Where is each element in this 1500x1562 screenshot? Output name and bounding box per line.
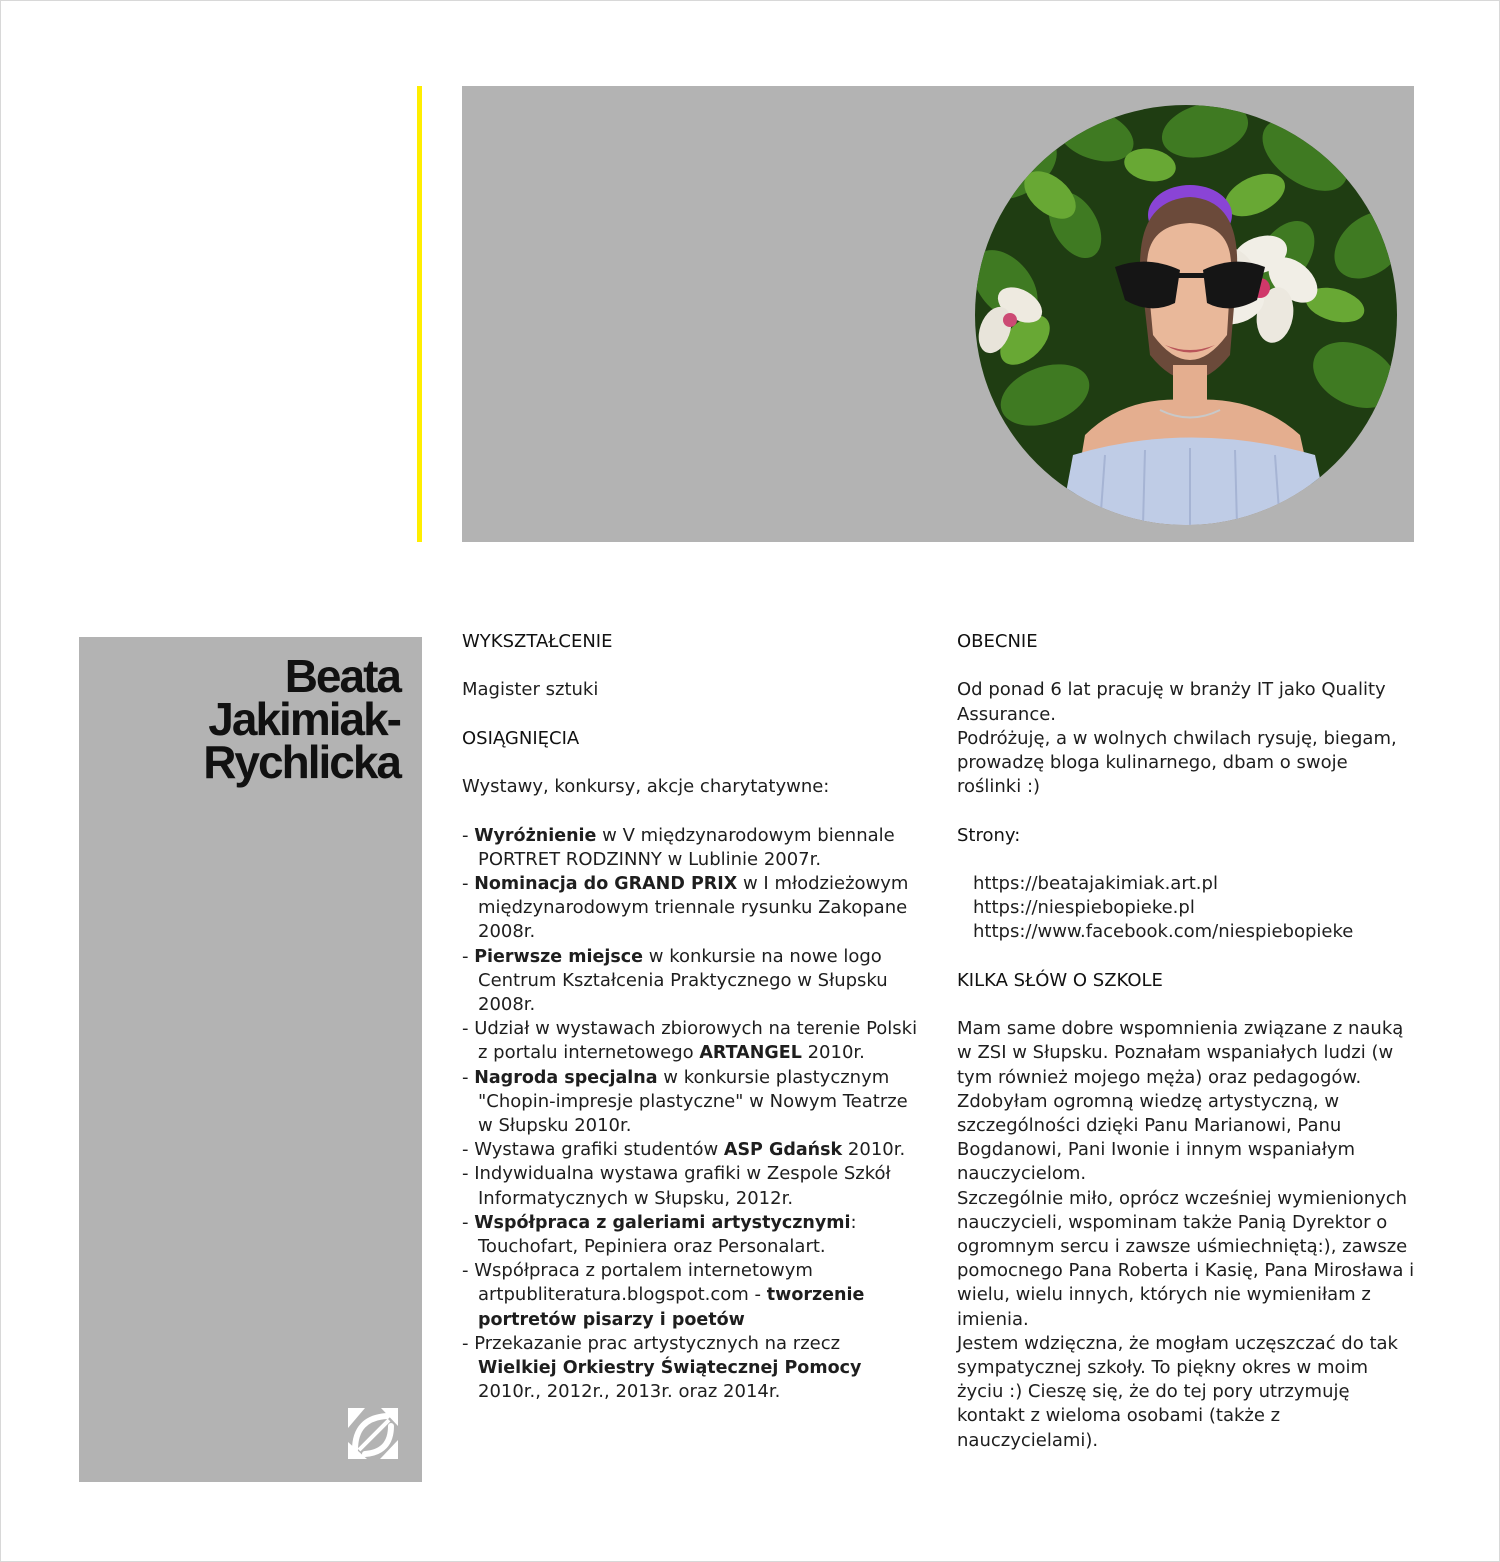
achievement-item: - Nominacja do GRAND PRIX w I młodzieżowym międzynarodowym triennale rysunku Zakopane 2008r. [462, 872, 909, 943]
accent-bar [417, 86, 422, 542]
portrait-illustration [975, 105, 1397, 525]
sidebar-panel [79, 637, 422, 1482]
school-heading: KILKA SŁÓW O SZKOLE [957, 969, 1163, 991]
left-column [462, 630, 924, 1404]
name-line-2: Jakimiak- [208, 693, 400, 745]
current-paragraph-2: Podróżuję, a w wolnych chwilach rysuję, biegam, prowadzę bloga kulinarnego, dbam o swoje roślinki :) [957, 727, 1397, 798]
school-paragraph-3: Jestem wdzięczna, że mogłam uczęszczać do tak sympatycznej szkoły. To piękny okres w moim życiu :) Cieszę się, że do tej pory utrzymuję kontakt z wieloma osobami (także z nauczycielami). [957, 1332, 1398, 1451]
achievements-intro: Wystawy, konkursy, akcje charytatywne: [462, 776, 830, 798]
site-link[interactable]: https://beatajakimiak.art.pl [973, 872, 1218, 894]
site-link[interactable]: https://niespiebopieke.pl [973, 897, 1195, 919]
school-paragraph-1: Mam same dobre wspomnienia związane z nauką w ZSI w Słupsku. Poznałam wspaniałych ludzi (w tym również mojego męża) oraz pedagogów. Zdobyłam ogromną wiedzę artystyczną, w szczególności dzięki Panu Marianowi, Panu Bogdanowi, Pani Iwonie i innym wspaniałym nauczycielom. [957, 1018, 1404, 1185]
achievement-item: - Udział w wystawach zbiorowych na terenie Polski z portalu internetowego ARTANGEL 2010r. [462, 1018, 918, 1064]
achievement-item: - Wyróżnienie w V międzynarodowym biennale PORTRET RODZINNY w Lublinie 2007r. [462, 824, 895, 870]
achievement-item: - Współpraca z galeriami artystycznymi: Touchofart, Pepiniera oraz Personalart. [462, 1211, 857, 1258]
school-paragraph-2: Szczególnie miło, oprócz wcześniej wymienionych nauczycieli, wspominam także Panią Dyrektor o ogromnym sercu i zawsze uśmiechniętą:), zawsze pomocnego Pana Roberta i Kasię, Pana Mirosława i wielu, wielu innych, których nie wymieniłam z imienia. [957, 1187, 1415, 1330]
sites-heading: Strony: [957, 824, 1021, 846]
achievement-item: - Indywidualna wystawa grafiki w Zespole Szkół Informatycznych w Słupsku, 2012r. [462, 1163, 891, 1209]
current-paragraph-1: Od ponad 6 lat pracuję w branży IT jako Quality Assurance. [957, 679, 1386, 725]
school-logo-icon [345, 1404, 401, 1462]
site-link[interactable]: https://www.facebook.com/niespiebopieke [973, 921, 1354, 943]
achievement-item: - Przekazanie prac artystycznych na rzecz Wielkiej Orkiestry Świątecznej Pomocy 2010r., 2012r., 2013r. oraz 2014r. [462, 1332, 862, 1403]
achievement-item: - Pierwsze miejsce w konkursie na nowe logo Centrum Kształcenia Praktycznego w Słupsku 2008r. [462, 945, 888, 1015]
education-text: Magister sztuki [462, 679, 599, 701]
right-column [957, 630, 1417, 1453]
achievement-item: - Wystawa grafiki studentów ASP Gdańsk 2010r. [462, 1139, 906, 1161]
name-line-1: Beata [284, 650, 400, 702]
current-heading: OBECNIE [957, 631, 1038, 652]
achievement-item: - Współpraca z portalem internetowym artpubliteratura.blogspot.com - tworzenie portretów pisarzy i poetów [462, 1260, 865, 1330]
name-line-3: Rychlicka [203, 736, 400, 788]
person-name [203, 650, 400, 788]
education-heading: WYKSZTAŁCENIE [462, 631, 613, 652]
achievement-item: - Nagroda specjalna w konkursie plastycznym "Chopin-impresje plastyczne" w Nowym Teatrze w Słupsku 2010r. [462, 1066, 908, 1136]
profile-photo [975, 105, 1397, 525]
achievements-heading: OSIĄGNIĘCIA [462, 727, 580, 749]
